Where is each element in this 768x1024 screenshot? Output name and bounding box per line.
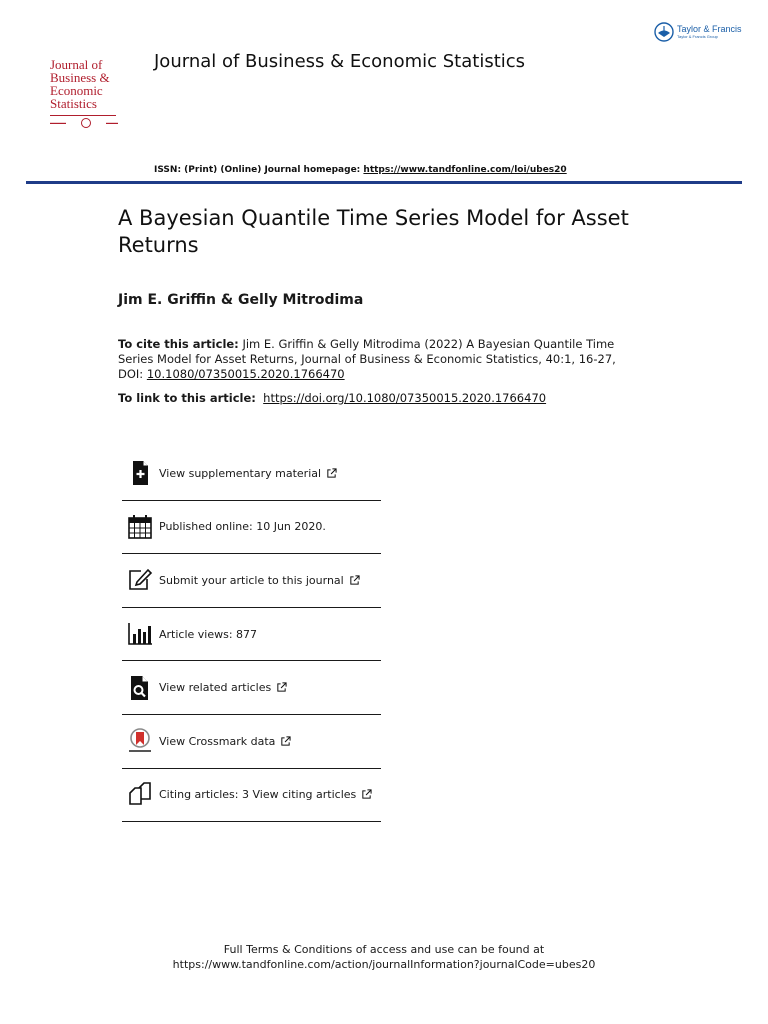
external-link-icon — [280, 736, 291, 747]
cite-label: To cite this article: — [118, 337, 239, 351]
item-label: View supplementary material — [159, 466, 322, 480]
external-link-icon — [326, 468, 337, 479]
cite-doi-link[interactable]: 10.1080/07350015.2020.1766470 — [146, 367, 345, 381]
issn-label: ISSN: (Print) (Online) Journal homepage: — [154, 165, 361, 175]
published-online-item — [122, 501, 381, 555]
logo-rule — [50, 115, 116, 116]
edit-icon — [127, 567, 153, 593]
publisher-group: Taylor & Francis Group — [677, 34, 718, 39]
crossmark-icon — [127, 728, 153, 754]
journal-homepage-link[interactable]: https://www.tandfonline.com/loi/ubes20 — [363, 165, 567, 175]
article-actions-list — [122, 447, 381, 822]
supplementary-material-item[interactable] — [122, 447, 381, 501]
footer-terms-link[interactable]: https://www.tandfonline.com/action/journalInformation?journalCode=ubes20 — [172, 958, 596, 971]
article-authors: Jim E. Griffin & Gelly Mitrodima — [118, 292, 364, 308]
link-label: To link to this article: — [118, 391, 256, 405]
logo-line: Statistics — [50, 96, 97, 111]
supplementary-icon — [127, 460, 153, 486]
search-document-icon — [127, 675, 153, 701]
header-divider — [26, 181, 742, 184]
issn-line — [154, 165, 567, 175]
item-label: Published online: 10 Jun 2020. — [159, 520, 326, 534]
logo-fine-print: ▬▬▬▬ ▬▬▬ — [50, 118, 118, 128]
bar-chart-icon — [127, 621, 153, 647]
submit-article-item[interactable] — [122, 554, 381, 608]
journal-logo — [50, 58, 118, 128]
logo-line: Business & — [50, 70, 110, 85]
publisher-logo[interactable] — [654, 22, 742, 42]
item-label: Article views: 877 — [159, 627, 258, 641]
publisher-name: Taylor & Francis — [677, 24, 742, 34]
external-link-icon — [276, 682, 287, 693]
related-articles-item[interactable] — [122, 661, 381, 715]
crossmark-item[interactable] — [122, 715, 381, 769]
seal-icon — [81, 118, 91, 128]
item-label: View Crossmark data — [159, 734, 276, 748]
citation-block — [118, 337, 638, 382]
cite-text: Jim E. Griffin & Gelly Mitrodima (2022) A Bayesian Quantile Time Series Model for Asset Returns, Journal of Business & Economic Statistics, 40:1, 16-27, DOI: — [118, 337, 616, 381]
taylor-francis-icon — [654, 22, 674, 42]
calendar-icon — [127, 514, 153, 540]
article-doi-link[interactable]: https://doi.org/10.1080/07350015.2020.1766470 — [263, 391, 547, 405]
citing-articles-icon — [127, 782, 153, 808]
external-link-icon — [349, 575, 360, 586]
item-label: Citing articles: 3 View citing articles — [159, 788, 357, 802]
logo-line: Journal of — [50, 57, 103, 72]
article-link-row — [118, 391, 546, 405]
external-link-icon — [361, 789, 372, 800]
citing-articles-item[interactable] — [122, 769, 381, 823]
article-views-item — [122, 608, 381, 662]
terms-footer — [0, 942, 768, 972]
footer-line: Full Terms & Conditions of access and use can be found at — [223, 943, 545, 956]
journal-title: Journal of Business & Economic Statistics — [154, 51, 526, 72]
item-label: View related articles — [159, 681, 272, 695]
logo-line: Economic — [50, 83, 103, 98]
article-title: A Bayesian Quantile Time Series Model for Asset Returns — [118, 206, 629, 257]
item-label: Submit your article to this journal — [159, 573, 344, 587]
